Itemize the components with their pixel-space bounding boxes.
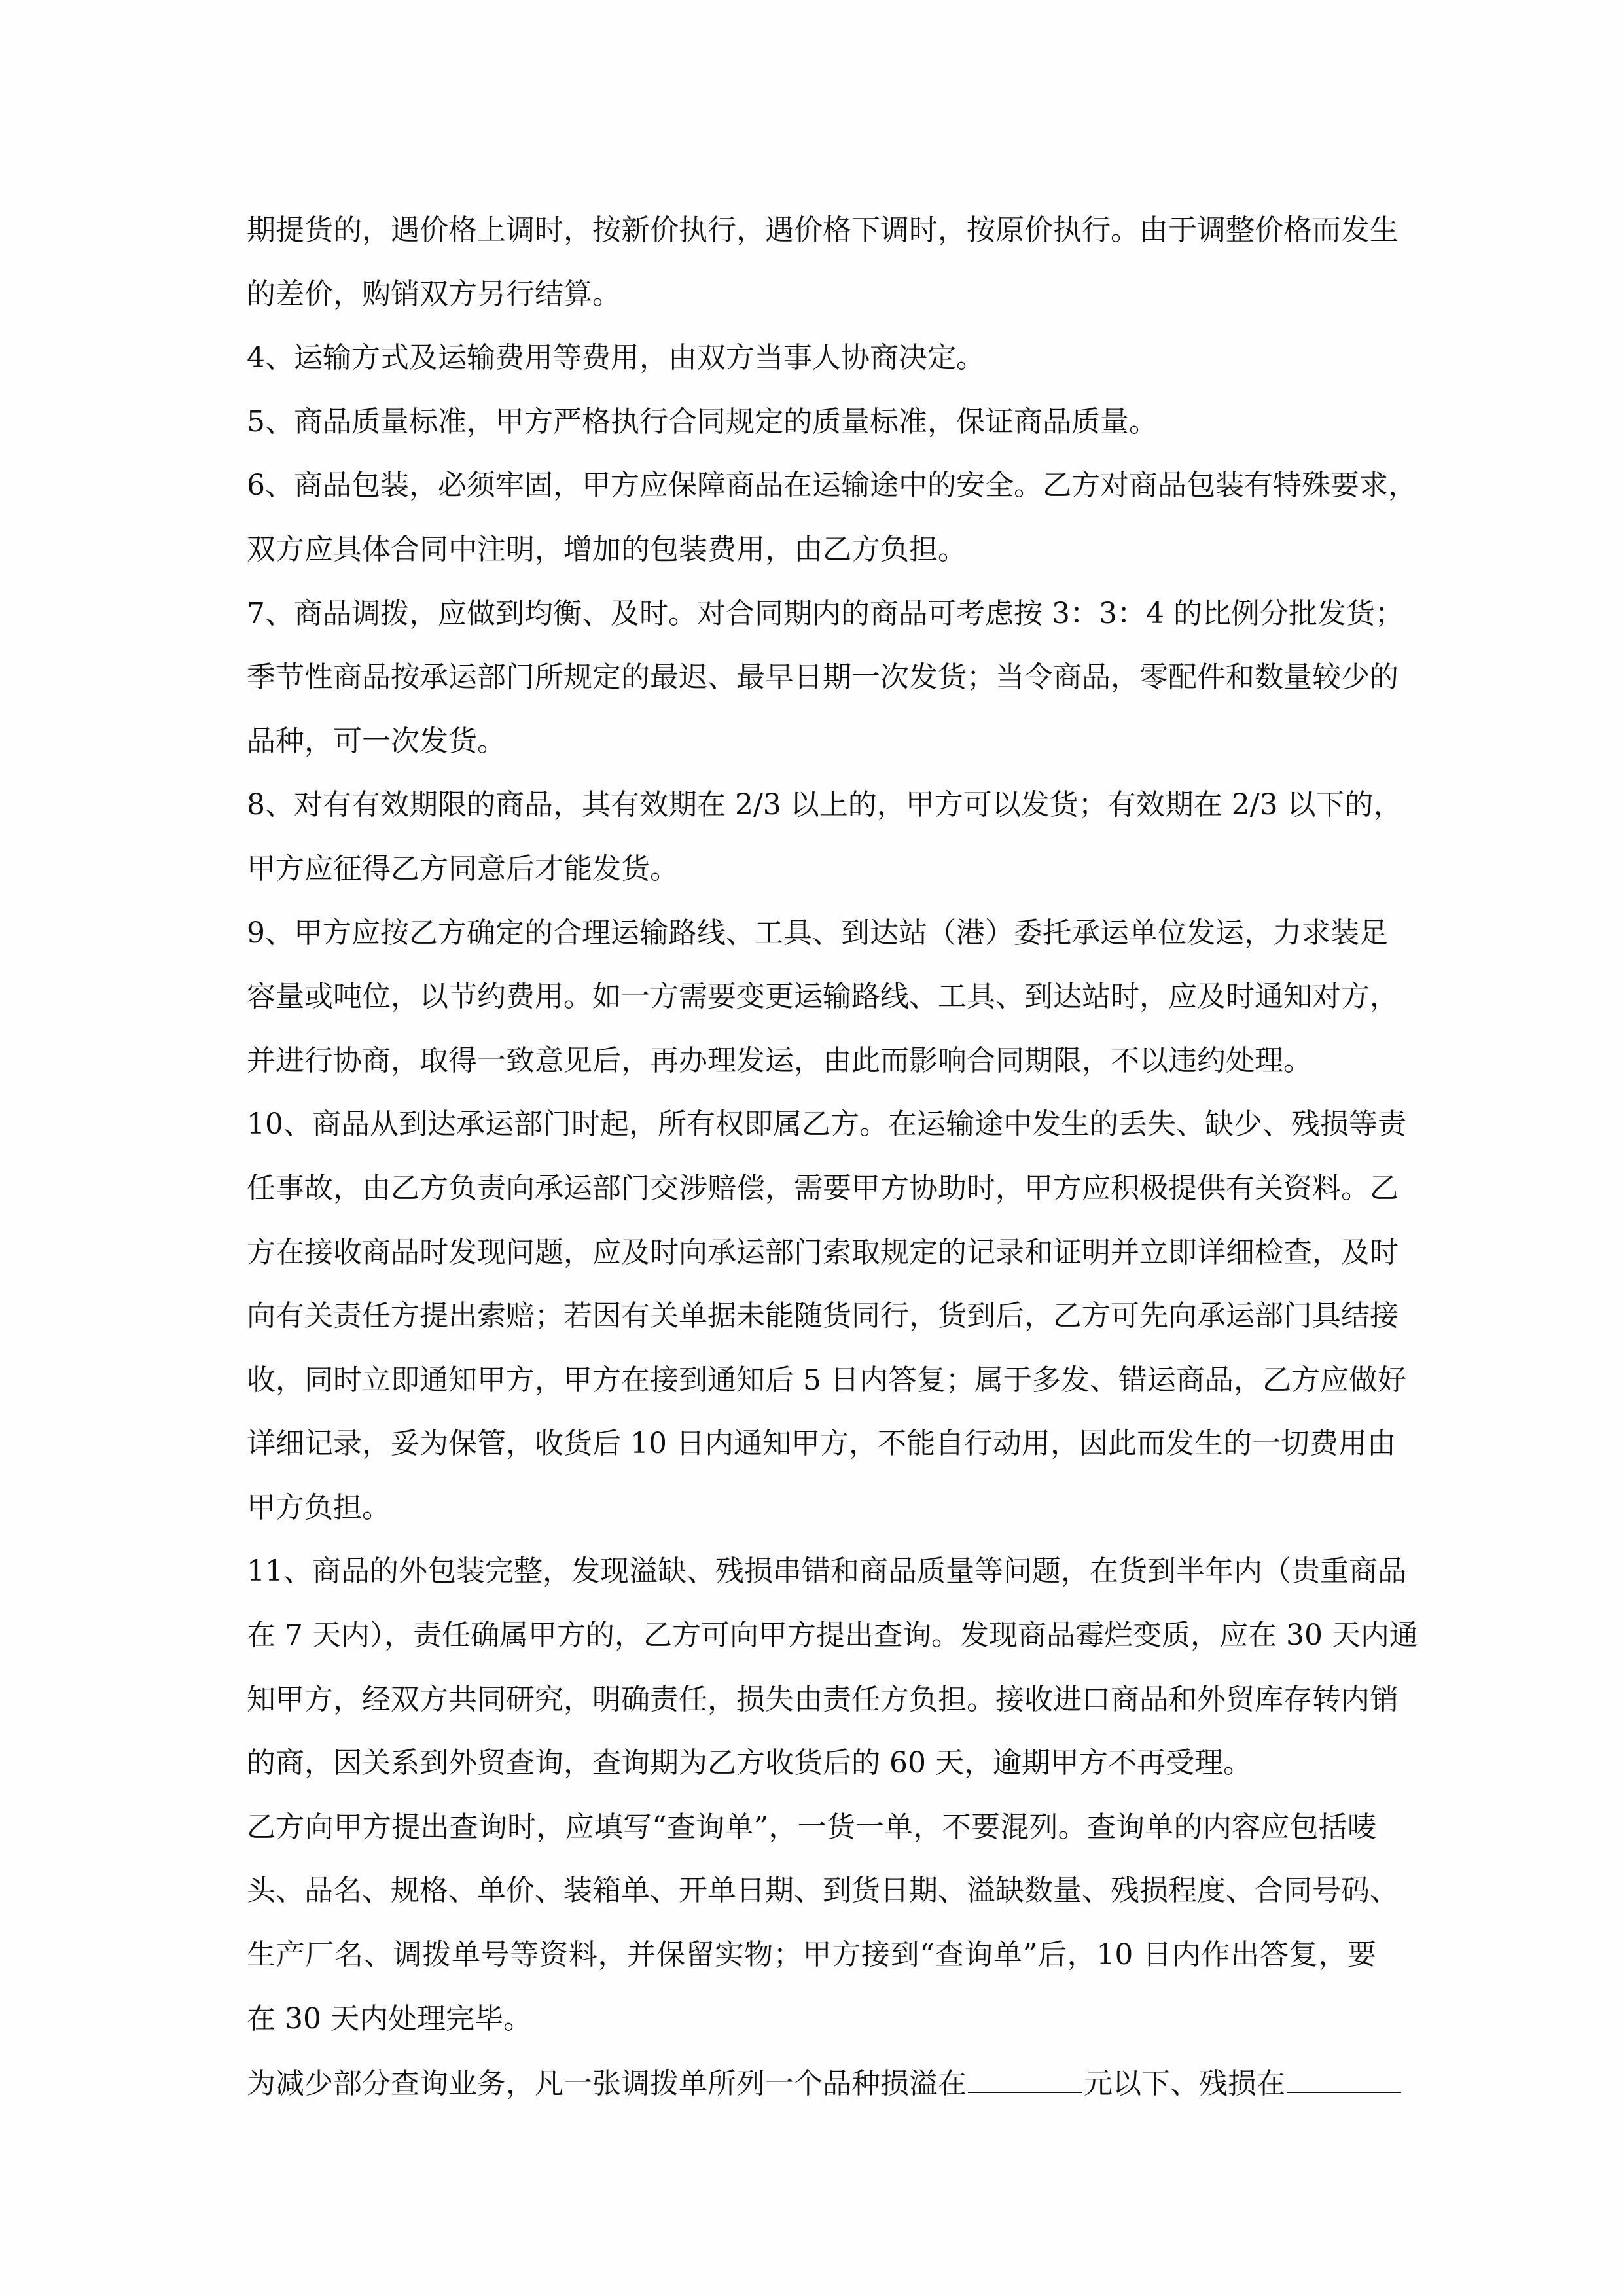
text-line: 的差价，购销双方另行结算。 [247, 277, 621, 311]
text-line: 收，同时立即通知甲方，甲方在接到通知后 5 日内答复；属于多发、错运商品，乙方应做好 [247, 1363, 1406, 1397]
text-line: 4、运输方式及运输费用等费用，由双方当事人协商决定。 [247, 341, 985, 375]
text-line: 任事故，由乙方负责向承运部门交涉赔偿，需要甲方协助时，甲方应积极提供有关资料。乙 [247, 1171, 1399, 1205]
text-line: 在 30 天内处理完毕。 [247, 2001, 532, 2036]
text-line: 品种，可一次发货。 [247, 724, 506, 758]
text-line: 6、商品包装，必须牢固，甲方应保障商品在运输途中的安全。乙方对商品包装有特殊要求， [247, 469, 1417, 503]
text-line: 8、对有有效期限的商品，其有效期在 2/3 以上的，甲方可以发货；有效期在 2/3 以下的， [247, 788, 1402, 822]
text-line-with-blanks [247, 2063, 1376, 2127]
text-line: 7、商品调拨，应做到均衡、及时。对合同期内的商品可考虑按 3：3：4 的比例分批发货； [247, 596, 1404, 630]
text-line: 季节性商品按承运部门所规定的最迟、最早日期一次发货；当令商品，零配件和数量较少的 [247, 660, 1399, 694]
text-line: 11、商品的外包装完整，发现溢缺、残损串错和商品质量等问题，在货到半年内（贵重商品 [247, 1554, 1406, 1588]
text-line: 头、品名、规格、单价、装箱单、开单日期、到货日期、溢缺数量、残损程度、合同号码、 [247, 1874, 1399, 1908]
text-line: 5、商品质量标准，甲方严格执行合同规定的质量标准，保证商品质量。 [247, 404, 1158, 439]
text-line: 知甲方，经双方共同研究，明确责任，损失由责任方负担。接收进口商品和外贸库存转内销 [247, 1682, 1399, 1716]
text-segment: 为减少部分查询业务，凡一张调拨单所列一个品种损溢在 [247, 2067, 967, 2101]
text-line: 期提货的，遇价格上调时，按新价执行，遇价格下调时，按原价执行。由于调整价格而发生 [247, 213, 1399, 247]
text-line: 甲方应征得乙方同意后才能发货。 [247, 852, 679, 886]
text-line: 方在接收商品时发现问题，应及时向承运部门索取规定的记录和证明并立即详细检查，及时 [247, 1235, 1399, 1269]
text-line: 在 7 天内），责任确属甲方的，乙方可向甲方提出查询。发现商品霉烂变质，应在 30 天内通 [247, 1619, 1418, 1653]
text-line: 生产厂名、调拨单号等资料，并保留实物；甲方接到“查询单”后，10 日内作出答复，要 [247, 1938, 1376, 1972]
text-segment: 元以下、残损在 [1084, 2067, 1285, 2101]
text-line: 容量或吨位，以节约费用。如一方需要变更运输路线、工具、到达站时，应及时通知对方， [247, 980, 1399, 1014]
overflow-amount-blank-field[interactable] [968, 2063, 1082, 2093]
contract-body-text [247, 211, 1418, 2127]
text-line: 向有关责任方提出索赔；若因有关单据未能随货同行，货到后，乙方可先向承运部门具结接 [247, 1299, 1399, 1333]
text-line: 详细记录，妥为保管，收货后 10 日内通知甲方，不能自行动用，因此而发生的一切费用由 [247, 1427, 1396, 1461]
text-line: 乙方向甲方提出查询时，应填写“查询单”，一货一单，不要混列。查询单的内容应包括唛 [247, 1810, 1376, 1844]
text-line: 并进行协商，取得一致意见后，再办理发运，由此而影响合同期限，不以违约处理。 [247, 1043, 1312, 1077]
text-line: 的商，因关系到外贸查询，查询期为乙方收货后的 60 天，逾期甲方不再受理。 [247, 1746, 1252, 1780]
text-line: 9、甲方应按乙方确定的合理运输路线、工具、到达站（港）委托承运单位发运，力求装足 [247, 916, 1388, 950]
text-line: 双方应具体合同中注明，增加的包装费用，由乙方负担。 [247, 532, 967, 566]
text-line: 10、商品从到达承运部门时起，所有权即属乙方。在运输途中发生的丢失、缺少、残损等责 [247, 1107, 1406, 1141]
damage-amount-blank-field[interactable] [1287, 2063, 1401, 2093]
text-line: 甲方负担。 [247, 1490, 391, 1524]
